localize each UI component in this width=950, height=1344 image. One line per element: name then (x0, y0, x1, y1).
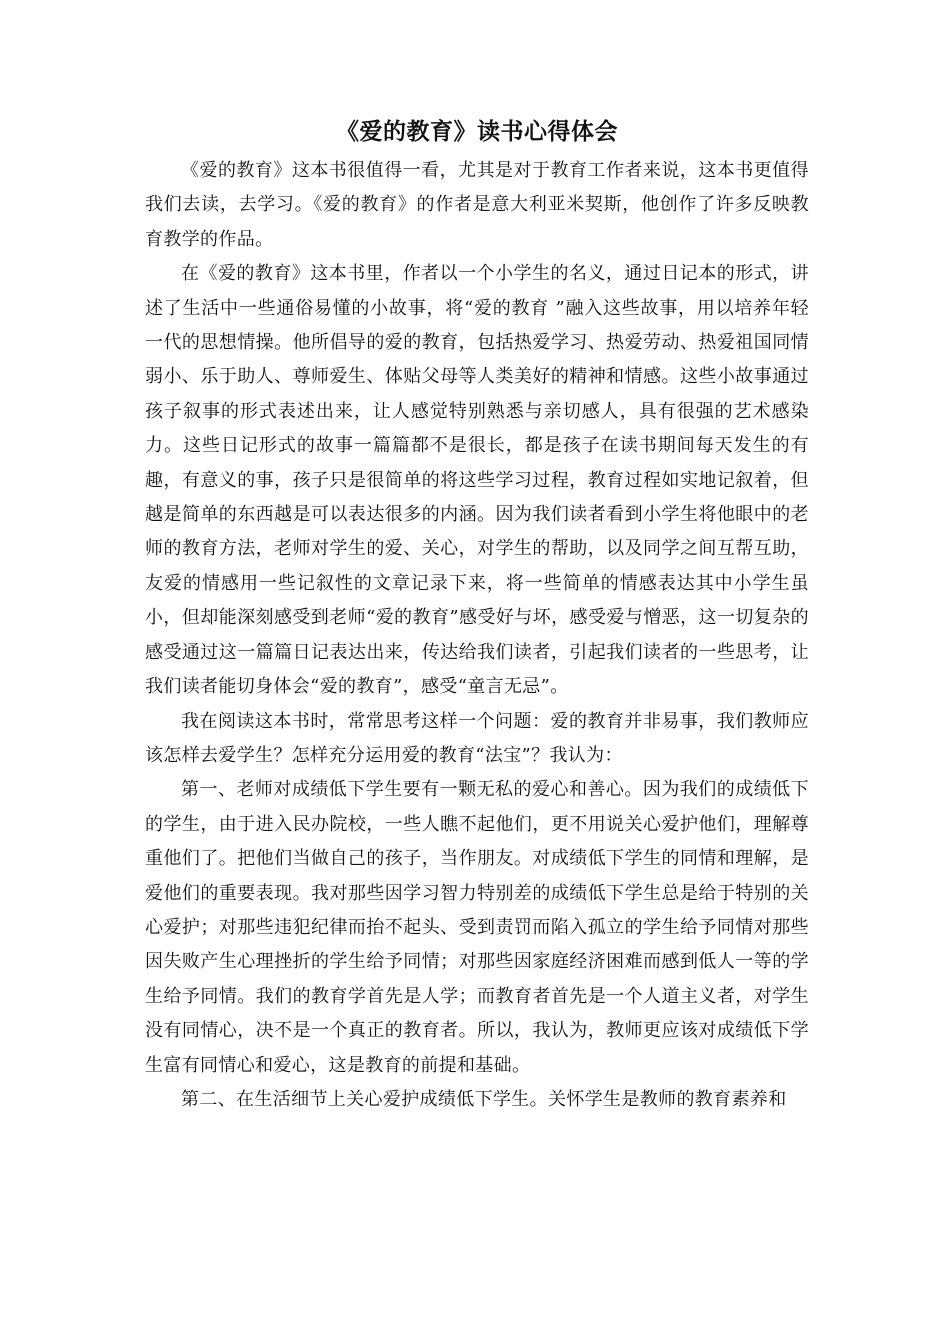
paragraph-question: 我在阅读这本书时，常常思考这样一个问题：爱的教育并非易事，我们教师应该怎样去爱学生？怎样充分运用爱的教育“法宝”？我认为： (145, 710, 809, 766)
paragraph-point-two: 第二、在生活细节上关心爱护成绩低下学生。关怀学生是教师的教育素养和 (181, 1088, 787, 1110)
paragraph-point-one: 第一、老师对成绩低下学生要有一颗无私的爱心和善心。因为我们的成绩低下的学生，由于进入民办院校，一些人瞧不起他们，更不用说关心爱护他们，理解尊重他们了。把他们当做自己的孩子，当作朋友。对成绩低下学生的同情和理解，是爱他们的重要表现。我对那些因学习智力特别差的成绩低下学生总是给于特别的关心爱护；对那些违犯纪律而抬不起头、受到责罚而陷入孤立的学生给予同情对那些因失败产生心理挫折的学生给予同情；对那些因家庭经济困难而感到低人一等的学生给予同情。我们的教育学首先是人学；而教育者首先是一个人道主义者，对学生没有同情心，决不是一个真正的教育者。所以，我认为，教师更应该对成绩低下学生富有同情心和爱心，这是教育的前提和基础。 (145, 779, 809, 1076)
document-page (145, 114, 809, 1117)
document-title: 《爱的教育》读书心得体会 (336, 118, 618, 145)
paragraph-summary: 在《爱的教育》这本书里，作者以一个小学生的名义，通过日记本的形式，讲述了生活中一些通俗易懂的小故事，将“爱的教育 ”融入这些故事，用以培养年轻一代的思想情操。他所倡导的爱的教育，包括热爱学习、热爱劳动、热爱祖国同情弱小、乐于助人、尊师爱生、体贴父母等人类美好的精神和情感。这些小故事通过孩子叙事的形式表述出来，让人感觉特别熟悉与亲切感人，具有很强的艺术感染力。这些日记形式的故事一篇篇都不是很长，都是孩子在读书期间每天发生的有趣，有意义的事，孩子只是很简单的将这些学习过程，教育过程如实地记叙着，但越是简单的东西越是可以表达很多的内涵。因为我们读者看到小学生将他眼中的老师的教育方法，老师对学生的爱、关心，对学生的帮助，以及同学之间互帮互助，友爱的情感用一些记叙性的文章记录下来，将一些简单的情感表达其中小学生虽小，但却能深刻感受到老师“爱的教育”感受好与坏，感受爱与憎恶，这一切复杂的感受通过这一篇篇日记表达出来，传达给我们读者，引起我们读者的一些思考，让我们读者能切身体会“爱的教育”，感受“童言无忌”。 (145, 263, 809, 698)
paragraph-intro: 《爱的教育》这本书很值得一看，尤其是对于教育工作者来说，这本书更值得我们去读，去学习。《爱的教育》的作者是意大利亚米契斯，他创作了许多反映教育教学的作品。 (145, 160, 809, 250)
